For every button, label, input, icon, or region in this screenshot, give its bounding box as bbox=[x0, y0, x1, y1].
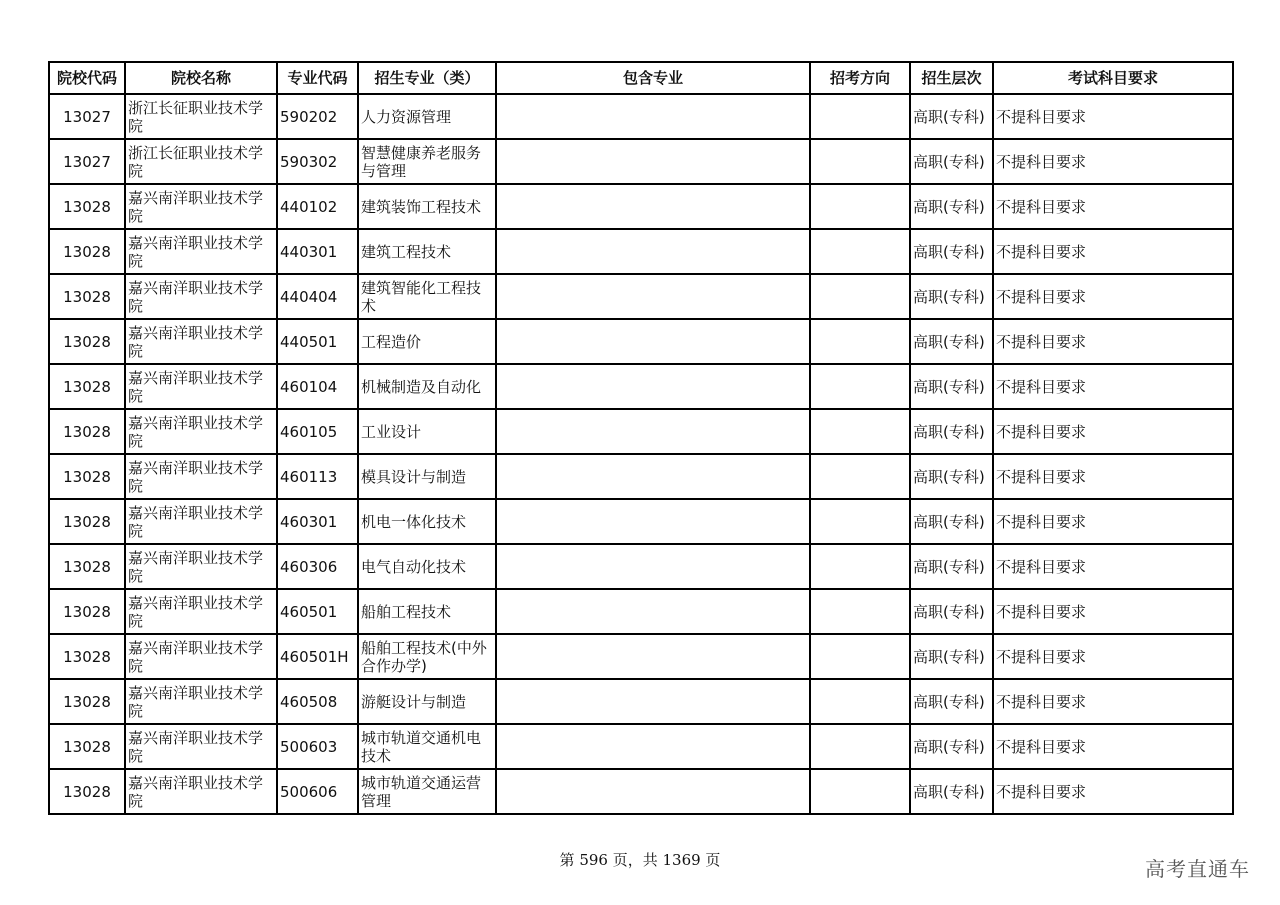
cell-major-code: 440301 bbox=[277, 229, 358, 274]
cell-major-code: 460501H bbox=[277, 634, 358, 679]
cell-school-name: 嘉兴南洋职业技术学院 bbox=[125, 499, 277, 544]
cell-major: 机电一体化技术 bbox=[358, 499, 496, 544]
cell-direction bbox=[810, 229, 910, 274]
cell-includes bbox=[496, 229, 810, 274]
cell-requirement: 不提科目要求 bbox=[993, 724, 1233, 769]
cell-major-code: 500606 bbox=[277, 769, 358, 814]
cell-school-name: 嘉兴南洋职业技术学院 bbox=[125, 274, 277, 319]
table-row bbox=[49, 769, 1233, 814]
cell-includes bbox=[496, 724, 810, 769]
cell-includes bbox=[496, 679, 810, 724]
cell-school-code: 13027 bbox=[49, 94, 125, 139]
header-school-name: 院校名称 bbox=[125, 62, 277, 94]
cell-includes bbox=[496, 184, 810, 229]
cell-school-code: 13028 bbox=[49, 544, 125, 589]
cell-major-code: 460501 bbox=[277, 589, 358, 634]
cell-level: 高职(专科) bbox=[910, 409, 993, 454]
cell-school-code: 13027 bbox=[49, 139, 125, 184]
cell-school-name: 嘉兴南洋职业技术学院 bbox=[125, 724, 277, 769]
cell-includes bbox=[496, 454, 810, 499]
cell-level: 高职(专科) bbox=[910, 499, 993, 544]
cell-major-code: 460301 bbox=[277, 499, 358, 544]
table-row bbox=[49, 364, 1233, 409]
table-row bbox=[49, 319, 1233, 364]
cell-school-name: 嘉兴南洋职业技术学院 bbox=[125, 544, 277, 589]
cell-level: 高职(专科) bbox=[910, 634, 993, 679]
cell-direction bbox=[810, 364, 910, 409]
cell-direction bbox=[810, 544, 910, 589]
cell-school-name: 嘉兴南洋职业技术学院 bbox=[125, 319, 277, 364]
cell-includes bbox=[496, 409, 810, 454]
cell-includes bbox=[496, 364, 810, 409]
cell-school-code: 13028 bbox=[49, 724, 125, 769]
cell-school-name: 嘉兴南洋职业技术学院 bbox=[125, 679, 277, 724]
header-major-code: 专业代码 bbox=[277, 62, 358, 94]
cell-level: 高职(专科) bbox=[910, 724, 993, 769]
header-includes: 包含专业 bbox=[496, 62, 810, 94]
cell-major: 机械制造及自动化 bbox=[358, 364, 496, 409]
cell-direction bbox=[810, 724, 910, 769]
cell-level: 高职(专科) bbox=[910, 679, 993, 724]
cell-school-name: 浙江长征职业技术学院 bbox=[125, 94, 277, 139]
table-row bbox=[49, 274, 1233, 319]
cell-level: 高职(专科) bbox=[910, 319, 993, 364]
table-row bbox=[49, 454, 1233, 499]
cell-level: 高职(专科) bbox=[910, 184, 993, 229]
cell-school-code: 13028 bbox=[49, 499, 125, 544]
cell-major-code: 500603 bbox=[277, 724, 358, 769]
cell-direction bbox=[810, 94, 910, 139]
cell-major-code: 590302 bbox=[277, 139, 358, 184]
cell-major: 游艇设计与制造 bbox=[358, 679, 496, 724]
cell-direction bbox=[810, 409, 910, 454]
cell-major: 船舶工程技术(中外合作办学) bbox=[358, 634, 496, 679]
cell-direction bbox=[810, 454, 910, 499]
cell-major-code: 590202 bbox=[277, 94, 358, 139]
cell-direction bbox=[810, 139, 910, 184]
cell-includes bbox=[496, 544, 810, 589]
cell-school-name: 嘉兴南洋职业技术学院 bbox=[125, 769, 277, 814]
page-footer: 第 596 页，共 1369 页 bbox=[559, 851, 721, 869]
cell-major-code: 460306 bbox=[277, 544, 358, 589]
cell-major: 电气自动化技术 bbox=[358, 544, 496, 589]
cell-major: 建筑智能化工程技术 bbox=[358, 274, 496, 319]
cell-major: 建筑装饰工程技术 bbox=[358, 184, 496, 229]
cell-school-name: 嘉兴南洋职业技术学院 bbox=[125, 634, 277, 679]
cell-school-name: 浙江长征职业技术学院 bbox=[125, 139, 277, 184]
cell-includes bbox=[496, 769, 810, 814]
cell-includes bbox=[496, 589, 810, 634]
header-level: 招生层次 bbox=[910, 62, 993, 94]
table-row bbox=[49, 679, 1233, 724]
header-row bbox=[49, 62, 1233, 94]
cell-requirement: 不提科目要求 bbox=[993, 229, 1233, 274]
cell-school-name: 嘉兴南洋职业技术学院 bbox=[125, 589, 277, 634]
table-row bbox=[49, 229, 1233, 274]
cell-requirement: 不提科目要求 bbox=[993, 634, 1233, 679]
cell-school-code: 13028 bbox=[49, 589, 125, 634]
table-body bbox=[49, 94, 1233, 814]
cell-direction bbox=[810, 184, 910, 229]
cell-requirement: 不提科目要求 bbox=[993, 274, 1233, 319]
cell-level: 高职(专科) bbox=[910, 229, 993, 274]
cell-requirement: 不提科目要求 bbox=[993, 364, 1233, 409]
cell-includes bbox=[496, 139, 810, 184]
cell-school-code: 13028 bbox=[49, 634, 125, 679]
cell-requirement: 不提科目要求 bbox=[993, 94, 1233, 139]
cell-direction bbox=[810, 274, 910, 319]
cell-direction bbox=[810, 769, 910, 814]
cell-school-code: 13028 bbox=[49, 274, 125, 319]
header-major: 招生专业（类） bbox=[358, 62, 496, 94]
table-row bbox=[49, 589, 1233, 634]
cell-direction bbox=[810, 499, 910, 544]
cell-major: 船舶工程技术 bbox=[358, 589, 496, 634]
cell-requirement: 不提科目要求 bbox=[993, 454, 1233, 499]
cell-level: 高职(专科) bbox=[910, 94, 993, 139]
cell-level: 高职(专科) bbox=[910, 589, 993, 634]
header-requirement: 考试科目要求 bbox=[993, 62, 1233, 94]
cell-requirement: 不提科目要求 bbox=[993, 544, 1233, 589]
cell-school-name: 嘉兴南洋职业技术学院 bbox=[125, 454, 277, 499]
table-row bbox=[49, 184, 1233, 229]
cell-school-code: 13028 bbox=[49, 454, 125, 499]
cell-school-code: 13028 bbox=[49, 184, 125, 229]
cell-school-name: 嘉兴南洋职业技术学院 bbox=[125, 364, 277, 409]
cell-school-code: 13028 bbox=[49, 769, 125, 814]
cell-level: 高职(专科) bbox=[910, 454, 993, 499]
cell-requirement: 不提科目要求 bbox=[993, 589, 1233, 634]
cell-requirement: 不提科目要求 bbox=[993, 139, 1233, 184]
cell-school-name: 嘉兴南洋职业技术学院 bbox=[125, 229, 277, 274]
cell-includes bbox=[496, 499, 810, 544]
cell-major: 城市轨道交通运营管理 bbox=[358, 769, 496, 814]
table-row bbox=[49, 724, 1233, 769]
cell-school-code: 13028 bbox=[49, 679, 125, 724]
cell-includes bbox=[496, 319, 810, 364]
cell-direction bbox=[810, 634, 910, 679]
admissions-table bbox=[48, 61, 1234, 815]
cell-school-code: 13028 bbox=[49, 409, 125, 454]
cell-level: 高职(专科) bbox=[910, 364, 993, 409]
cell-major-code: 440102 bbox=[277, 184, 358, 229]
cell-requirement: 不提科目要求 bbox=[993, 409, 1233, 454]
header-school-code: 院校代码 bbox=[49, 62, 125, 94]
cell-major: 工业设计 bbox=[358, 409, 496, 454]
table-row bbox=[49, 409, 1233, 454]
cell-school-name: 嘉兴南洋职业技术学院 bbox=[125, 184, 277, 229]
cell-major: 智慧健康养老服务与管理 bbox=[358, 139, 496, 184]
cell-school-code: 13028 bbox=[49, 319, 125, 364]
cell-major-code: 460105 bbox=[277, 409, 358, 454]
header-direction: 招考方向 bbox=[810, 62, 910, 94]
watermark-logo: 高考直通车 bbox=[1145, 857, 1250, 881]
cell-level: 高职(专科) bbox=[910, 769, 993, 814]
cell-level: 高职(专科) bbox=[910, 139, 993, 184]
cell-includes bbox=[496, 634, 810, 679]
cell-school-code: 13028 bbox=[49, 364, 125, 409]
cell-major-code: 440404 bbox=[277, 274, 358, 319]
cell-includes bbox=[496, 274, 810, 319]
cell-direction bbox=[810, 679, 910, 724]
cell-requirement: 不提科目要求 bbox=[993, 499, 1233, 544]
cell-major-code: 460113 bbox=[277, 454, 358, 499]
cell-major: 人力资源管理 bbox=[358, 94, 496, 139]
cell-school-name: 嘉兴南洋职业技术学院 bbox=[125, 409, 277, 454]
cell-level: 高职(专科) bbox=[910, 544, 993, 589]
cell-major-code: 440501 bbox=[277, 319, 358, 364]
cell-major: 建筑工程技术 bbox=[358, 229, 496, 274]
cell-requirement: 不提科目要求 bbox=[993, 679, 1233, 724]
cell-level: 高职(专科) bbox=[910, 274, 993, 319]
cell-includes bbox=[496, 94, 810, 139]
cell-major-code: 460104 bbox=[277, 364, 358, 409]
cell-direction bbox=[810, 589, 910, 634]
cell-major: 模具设计与制造 bbox=[358, 454, 496, 499]
cell-major: 工程造价 bbox=[358, 319, 496, 364]
table-row bbox=[49, 94, 1233, 139]
table-row bbox=[49, 634, 1233, 679]
cell-direction bbox=[810, 319, 910, 364]
table-row bbox=[49, 499, 1233, 544]
cell-school-code: 13028 bbox=[49, 229, 125, 274]
cell-major-code: 460508 bbox=[277, 679, 358, 724]
cell-major: 城市轨道交通机电技术 bbox=[358, 724, 496, 769]
table-row bbox=[49, 544, 1233, 589]
cell-requirement: 不提科目要求 bbox=[993, 769, 1233, 814]
table-row bbox=[49, 139, 1233, 184]
cell-requirement: 不提科目要求 bbox=[993, 184, 1233, 229]
cell-requirement: 不提科目要求 bbox=[993, 319, 1233, 364]
